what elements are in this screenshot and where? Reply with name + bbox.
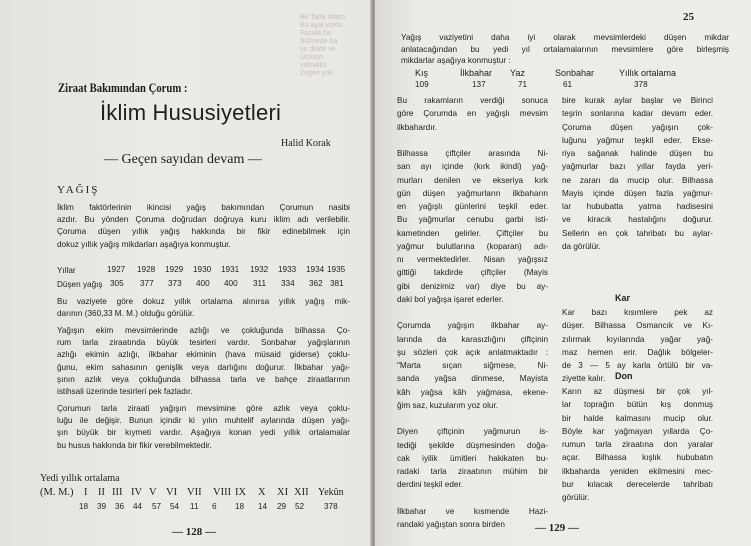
text-line: sanda yağsa dinmese, Mayista <box>397 374 548 384</box>
ghost-line: Bir Tarla adam <box>300 14 346 21</box>
text-line: Çoruma düşen yağışın çok- <box>562 122 713 132</box>
ghost-line: Fasula ha <box>300 30 331 37</box>
season-value: 109 <box>415 80 429 89</box>
text-line: düşer. Bilhassa Osmancık ve Kı- <box>562 321 713 331</box>
month-cell: XII <box>294 487 309 498</box>
text-line: Bilhassa çiftçiler arasında Ni- <box>397 149 548 158</box>
month-value-cell: 57 <box>152 502 162 511</box>
text-line: ğunu, ekim sahasının genişlik veya darlığını doğurur. İlkbahar yağı- <box>57 362 350 372</box>
total-label: Yekûn <box>318 487 344 498</box>
ghost-line: Ürünün <box>300 54 323 61</box>
season-label: Sonbahar <box>555 68 595 78</box>
ghost-line: Sülmede ba <box>300 38 338 45</box>
month-cell: V <box>149 487 157 498</box>
text-line: Bu vaziyete göre dokuz yıllık ortalama alınırsa yıllık yağış mik- <box>57 297 350 306</box>
rain-cell: 334 <box>281 279 295 288</box>
month-value-cell: 44 <box>133 502 143 511</box>
month-cell: VIII <box>213 487 232 498</box>
text-line: yağmurlar bazı yıllar fayda yeri- <box>562 162 713 172</box>
text-line: göre Çorumda en yağışlı mevsim <box>397 109 548 119</box>
text-line: radaki tarla ziraatının mühim bir <box>397 467 548 476</box>
page-corner-number: 25 <box>683 11 694 23</box>
heading-don: Don <box>615 371 633 381</box>
season-label: Kış <box>415 68 429 78</box>
text-line: bur kılacak derecelerde tahribatı <box>562 479 713 489</box>
year-cell: 1930 <box>193 265 212 274</box>
text-line: İklim faktörlerinin ikincisi yağış bakımından Çorumun nasibi <box>57 203 350 212</box>
text-line: larında da karasızlığını çiftçinin <box>397 334 548 344</box>
rain-cell: 362 <box>309 279 323 288</box>
author-name: Halid Korak <box>281 138 331 149</box>
text-line: mikdarlar aşağıya konmuştur : <box>401 56 511 65</box>
text-line: Bu yağmurlar cenubu garbi isti- <box>397 215 548 225</box>
page-number-left: — 128 — <box>172 526 216 538</box>
year-cell: 1934 <box>306 265 325 274</box>
rain-cell: 311 <box>253 279 267 288</box>
month-value-cell: 29 <box>277 502 287 511</box>
rain-cell: 381 <box>330 279 344 288</box>
text-line: azlığı ekimin azlığı, ilkbahar ekiminin (hava müsaid giderse) çoklu- <box>57 350 350 360</box>
year-cell: 1932 <box>250 265 269 274</box>
text-line: luğunu yağmur teşkil eder. Ekse- <box>562 135 713 145</box>
text-line: istihsali üzerinde tesirleri pek fazladır. <box>57 387 193 396</box>
text-line: ne zararı da mucip olur. Bilhassa <box>562 175 713 185</box>
text-line: de 3 — 5 ay karla örtülü bir va- <box>562 361 713 370</box>
text-line: yağmur bulutlarına (koparan) adı- <box>397 241 548 251</box>
text-line: rum tarla ziraatında büyük tesirleri vardır. Sonbahar yağışlarının <box>57 338 350 348</box>
month-cell: I <box>84 487 88 498</box>
text-line: ilkbahardır. <box>397 122 438 132</box>
rain-cell: 373 <box>168 279 182 288</box>
text-line: kametinden gelirler. Çiftçiler bu <box>397 228 548 238</box>
month-cell: VII <box>187 487 202 498</box>
text-line: "Marta sıçan siğmese, Ni- <box>397 361 548 370</box>
text-line: maz hemen erir. Dağlık bölgeler- <box>562 347 713 357</box>
text-line: bire kurak aylar başlar ve Birinci <box>562 96 713 105</box>
text-line: nı vermektedirler. Nisan yağışsız <box>397 255 548 264</box>
continued-notice: — Geçen sayıdan devam — <box>104 152 262 167</box>
text-line: riya sağanak halinde düşen bu <box>562 149 713 158</box>
text-line: şının azlık veya çokluğunda bilhassa tarla ve bahçe ziraatlarının <box>57 374 350 384</box>
month-cell: X <box>258 487 266 498</box>
text-line: açar. Bilhassa kışlık hububatın <box>562 453 713 463</box>
text-line: bu husus hakkında bir fikir verebilmektedir. <box>57 440 212 450</box>
text-line: şın büyük bir kıymeti vardır. Aşağıya konan yedi yıllık ortalamalar <box>57 428 350 438</box>
rain-cell: 400 <box>224 279 238 288</box>
text-line: Mayis içinde düşen fazla yağmur- <box>562 188 713 198</box>
text-line: azdır. Bu yönden Çoruma doğrudan doğruya kuru iklim adı verilebilir. <box>57 215 350 225</box>
month-value-cell: 378 <box>324 502 338 511</box>
year-cell: 1929 <box>165 265 184 274</box>
month-cell: VI <box>166 487 178 498</box>
text-line: Çoruma düşen yıllık yağış hakkında bir fikir edinebilmek için <box>57 227 350 237</box>
month-value-cell: 54 <box>170 502 180 511</box>
season-label: İlkbahar <box>460 68 493 78</box>
month-value-cell: 18 <box>235 502 245 511</box>
year-cell: 1927 <box>107 265 126 274</box>
text-line: İlkbahar ve kısmende Hazi- <box>397 506 548 516</box>
section-title: Ziraat Bakımından Çorum : <box>58 80 188 95</box>
ghost-line: Zegeri yok <box>300 70 333 77</box>
text-line: da görülür. <box>562 241 601 251</box>
text-line: Sellerin en çok tahribatı bu aylar- <box>562 228 713 238</box>
text-line: gibi denizimiz var) diye bu ay- <box>397 281 548 291</box>
season-value: 378 <box>634 80 648 89</box>
month-cell: XI <box>277 487 289 498</box>
month-value-cell: 36 <box>115 502 125 511</box>
season-value: 137 <box>472 80 486 89</box>
text-line: Yağışın ekim mevsimlerinde azlığı ve çokluğunda bilhassa Ço- <box>57 326 350 335</box>
season-label: Yıllık ortalama <box>619 68 677 78</box>
year-cell: 1931 <box>221 265 240 274</box>
text-line: Diyen çiftçinin yağmurun is- <box>397 427 548 437</box>
text-line: Bu rakamların verdiği sonuca <box>397 96 548 105</box>
right-page <box>375 0 751 546</box>
text-line: randaki yağıştan sonra birden <box>397 520 505 529</box>
month-unit-label: (M. M.) <box>40 487 74 498</box>
text-line: cak iyilik ümitleri hakikaten bu- <box>397 453 548 463</box>
article-title: İklim Hususiyetleri <box>100 100 282 125</box>
season-label: Yaz <box>510 68 525 78</box>
years-label: Yıllar <box>57 266 76 275</box>
text-line: lar toprağın bütün kış donmuş <box>562 400 713 410</box>
text-line: ziyette kalır. <box>562 374 606 384</box>
text-line: teşrin sonlarına kadar devam eder. <box>562 109 713 119</box>
text-line: kâh yağsa kâh yağmasa, ekene- <box>397 387 548 397</box>
page-number-right: — 129 — <box>535 522 579 534</box>
month-value-cell: 14 <box>258 502 268 511</box>
month-cell: IX <box>235 487 247 498</box>
text-line: Çorumda yağışın ilkbahar ay- <box>397 321 548 331</box>
text-line: darının (360,33 M. M.) olduğu görülür. <box>57 309 195 319</box>
text-line: gittiği takdirde çiftçiler (Mayis <box>397 268 548 278</box>
year-cell: 1935 <box>327 265 346 274</box>
text-line: ve kiracık hastalığını doğurur. <box>562 215 713 225</box>
text-line: şu sözleri çok açık anlatmaktadır : <box>397 347 548 357</box>
text-line: gün düşen yağmurların ilkbaharın <box>397 188 548 198</box>
season-value: 61 <box>563 80 573 89</box>
text-line: Yağış vaziyetini daha iyi olarak mevsimlerdeki düşen mikdar <box>401 33 729 42</box>
text-line: luğu ile değişir. Bunun içindir ki yılın muhtelif aylarında düşen yağı- <box>57 416 350 426</box>
ghost-line: yalsaliks <box>300 62 327 69</box>
rain-label: Düşen yağış <box>57 280 103 289</box>
text-line: san ayı içinde (kırk ikindi) yağ- <box>397 162 548 172</box>
month-value-cell: 39 <box>97 502 107 511</box>
text-line: lar hububatta yatma hadisesini <box>562 202 713 211</box>
left-page <box>0 0 372 546</box>
month-value-cell: 11 <box>190 502 199 511</box>
season-value: 71 <box>518 80 528 89</box>
rain-cell: 377 <box>140 279 154 288</box>
text-line: derdini teşkil eder. <box>397 480 463 490</box>
text-line: Böyle kar yağmayan yıllarda Ço- <box>562 426 713 436</box>
year-cell: 1928 <box>137 265 156 274</box>
text-line: murları denilen ve ekseriya kırk <box>397 175 548 185</box>
month-cell: III <box>112 487 123 498</box>
text-line: Karın az düşmesi bir çok yıl- <box>562 387 713 396</box>
monthly-table-title: Yedi yıllık ortalama <box>40 473 120 484</box>
month-cell: II <box>98 487 105 498</box>
ghost-line: Bu ayal yordu <box>300 22 343 29</box>
text-line: bir halde kalmasını mucip olur. <box>562 413 713 423</box>
month-value-cell: 52 <box>295 502 305 511</box>
rain-cell: 400 <box>196 279 210 288</box>
month-cell: IV <box>131 487 143 498</box>
ghost-line: ve dinde ve <box>300 46 336 53</box>
text-line: Kar bazı kısımlere pek az <box>562 308 713 317</box>
text-line: rumun tarla ziraatına don yaralar <box>562 440 713 449</box>
heading-kar: Kar <box>615 293 631 303</box>
text-line: daki bol yağışa işaret ederler. <box>397 294 504 304</box>
rain-cell: 305 <box>110 279 124 288</box>
text-line: dokuz yıllık yağış mikdarları aşağıya konmuştur. <box>57 239 231 249</box>
text-line: görülür. <box>562 493 590 502</box>
month-value-cell: 18 <box>79 502 89 511</box>
text-line: Çorumun tarla ziraati yağışın mevsimine göre azlık veya çoklu- <box>57 404 350 413</box>
text-line: en yağışlı günlerini teşkil eder. <box>397 202 548 211</box>
text-line: ilkbaharda yeniden ekilmesini mec- <box>562 466 713 476</box>
text-line: zılırmak kıyılarında yağar yağ- <box>562 334 713 344</box>
month-value-cell: 6 <box>212 502 217 511</box>
text-line: anlatacağından bu yedi yıl ortalamalarının mevsimlere göre birleşmiş <box>401 44 729 54</box>
year-cell: 1933 <box>278 265 297 274</box>
text-line: ğim saz, kuzularım yoz olur. <box>397 400 499 410</box>
section-subheading: YAĞIŞ <box>57 184 100 196</box>
text-line: tediği şekilde düşmesinden doğa- <box>397 440 548 450</box>
